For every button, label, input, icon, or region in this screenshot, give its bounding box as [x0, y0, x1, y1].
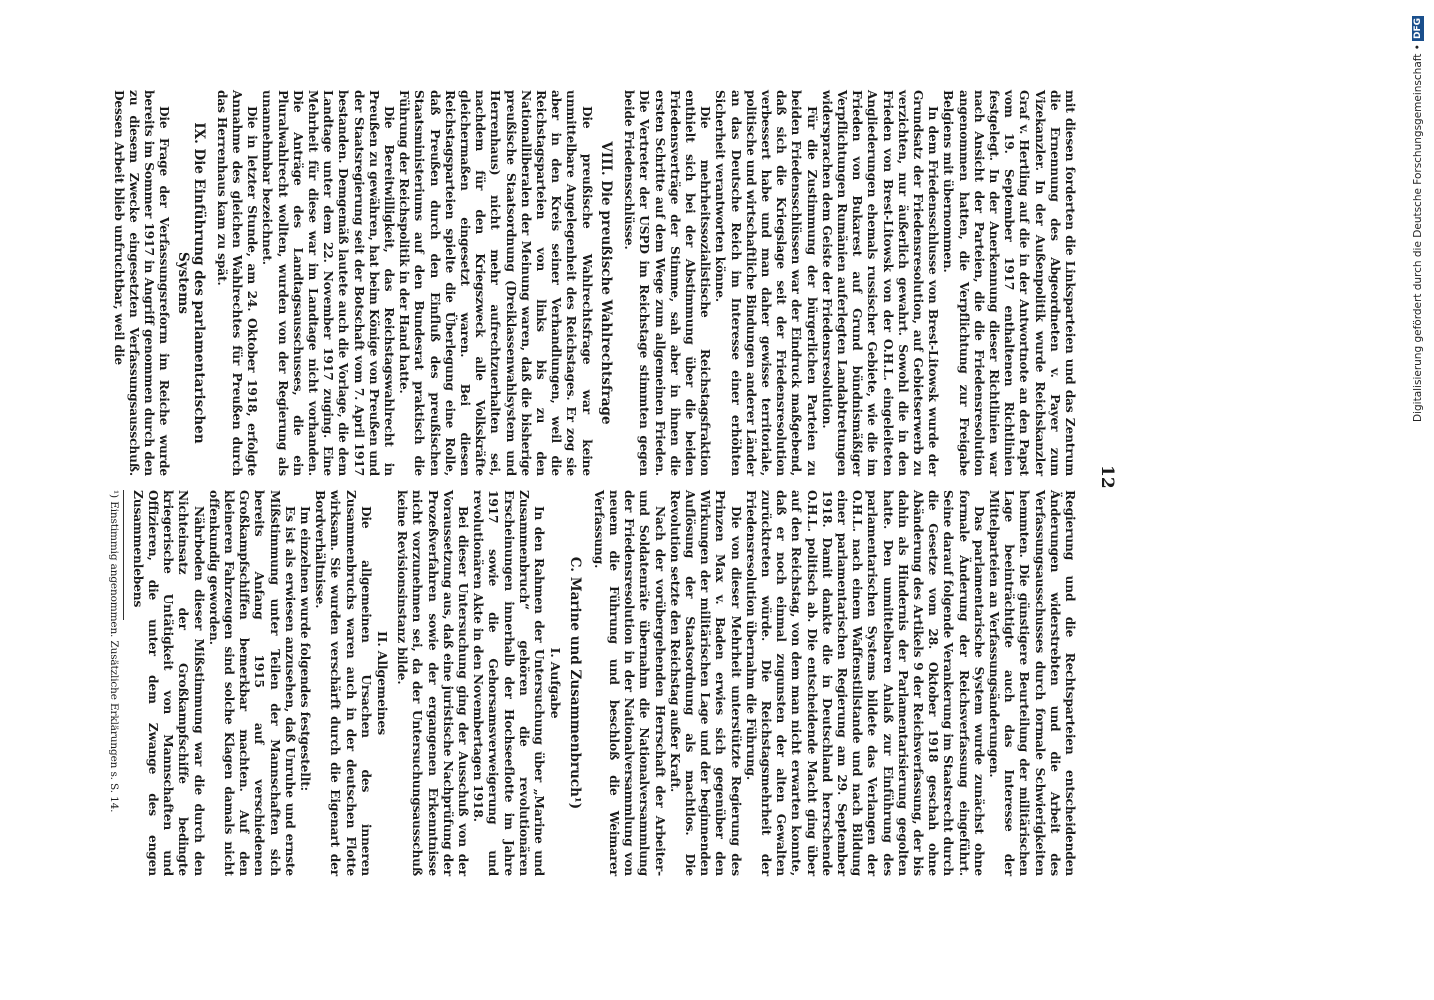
paragraph: Für die Zustimmung der bürgerlichen Parteien zu beiden Friedensschlüssen war der Eindruck maßgebend, daß sich die Kriegslage seit der Friedensresolution verbessert habe und man daher gewisse territoriale, politische und wirtschaftliche Bindungen anderer Länder an das Deutsche Reich im Interesse einer erhöhten Sicherheit verantworten könne. — [713, 90, 819, 476]
footnote-divider — [123, 490, 124, 620]
paragraph: Die Bereitwilligkeit, das Reichstagswahlrecht in Preußen zu gewähren, hat beim Könige von Preußen und der Staatsregierung seit der Botschaft vom 7. April 1917 bestanden. Demgemäß lautete auch die Vorlage, die dem Landtage unter dem 22. November 1917 zuging. Eine Mehrheit für diese war im Landtage nicht vorhanden. Die Anträge des Landtagsausschusses, die ein Pluralwahlrecht wollten, wurden von der Regierung als unannehmbar bezeichnet. — [260, 90, 397, 476]
paragraph: Das parlamentarische System wurde zunächst ohne formale Änderung der Reichsverfassung eingeführt. Seine darauf folgende Verankerung im Staatsrecht durch die Gesetze vom 28. Oktober 1918 geschah ohne Abänderung des Artikels 9 der Reichsverfassung, der bis dahin als Hindernis der Parlamentarisierung gegolten hatte. Den unmittelbaren Anlaß zur Einführung des parlamentarischen Systems bildete das Verlangen der O.H.L. nach einem Waffenstillstande und nach Bildung einer parlamentarischen Regierung am 29. September 1918. Damit dankte die in Deutschland herrschende O.H.L. politisch ab. Die entscheidende Macht ging über auf den Reichstag, von dem man nicht erwarten konnte, daß er noch einmal zugunsten der alten Gewalten zurücktreten würde. Die Reichstagsmehrheit der Friedensresolution übernahm die Führung. — [743, 490, 986, 876]
paragraph: Regierung und die Rechtsparteien entscheidenden Änderungen widerstrebten und die Arbeit des Verfassungsausschusses durch formale Schwierigkeiten hemmten. Die günstigere Beurteilung der militärischen Lage beeinträchtigte auch das Interesse der Mittelparteien an Verfassungsänderungen. — [986, 490, 1077, 876]
dfg-logo: DFG — [1413, 18, 1423, 40]
section-heading: IX. Die Einführung des parlamentarischen Systems — [175, 122, 207, 444]
paragraph: Es ist als erwiesen anzusehen, daß Unruhe und ernste Mißstimmung unter Teilen der Mannschaften sich bereits Anfang 1915 auf verschiedenen Großkampfschiffen bemerkbar machten. Auf den kleineren Fahrzeugen sind solche Klagen damals nicht offenkundig geworden. — [206, 490, 297, 876]
page-content — [107, 80, 1117, 890]
paragraph: Nährboden dieser Mißstimmung war die durch den Nichteinsatz der Großkampfschiffe bedingte kriegerische Untätigkeit von Mannschaften und Offizieren, die unter dem Zwange des engen Zusammenlebens — [130, 490, 206, 876]
paragraph: Die mehrheitssozialistische Reichstagsfraktion enthielt sich bei der Abstimmung über die beiden Friedensverträge der Stimme, sah aber in ihnen die ersten Schritte auf dem Wege zum allgemeinen Frieden. Die Vertreter der USPD im Reichstage stimmten gegen beide Friedensschlüsse. — [622, 90, 713, 476]
paragraph: Nach der vorübergehenden Herrschaft der Arbeiter- und Soldatenräte übernahm die Nationalversammlung der Friedensresolution in der Nationalversammlung von neuem die Führung und beschloß die Weimarer Verfassung. — [591, 490, 667, 876]
right-column — [108, 490, 1077, 876]
left-column — [110, 90, 1077, 476]
paragraph: mit diesen forderten die Linksparteien und das Zentrum die Ernennung des Abgeordneten v. Payer zum Vizekanzler. In der Außenpolitik wurde Reichskanzler Graf v. Hertling auf die in der Antwortnote an den Papst vom 19. September 1917 enthaltenen Richtlinien festgelegt. In der Anerkennung dieser Richtlinien war nach Ansicht der Parteien, die die Friedensresolution angenommen hatten, die Verpflichtung zur Freigabe Belgiens mit übernommen. — [941, 90, 1077, 476]
credit-text: Digitalisierung gefördert durch die Deutsche Forschungsgemeinschaft • — [1412, 44, 1424, 423]
section-heading: VIII. Die preußische Wahlrechtsfrage — [597, 141, 614, 425]
paragraph: Bei dieser Untersuchung ging der Ausschuß von der Voraussetzung aus, daß eine juristische Nachprüfung der Prozeßverfahren sowie der ergangenen Erkenntnisse nicht vorzunehmen sei, da der Untersuchungsausschuß keine Revisionsinstanz bilde. — [395, 490, 471, 876]
paragraph: Die von dieser Mehrheit unterstützte Regierung des Prinzen Max v. Baden erwies sich gegenüber den Wirkungen der militärischen Lage und der beginnenden Auflösung der Staatsordnung als machtlos. Die Revolution setzte den Reichstag außer Kraft. — [667, 490, 743, 876]
paragraph: Im einzelnen wurde folgendes festgestellt: — [298, 506, 313, 792]
footnote: ¹) Einstimmig angenommen. Zusätzliche Erklärungen s. S. 14. — [107, 490, 120, 813]
paragraph: In dem Friedensschlusse von Brest-Litowsk wurde der Grundsatz der Friedensresolution, auf Gebietserwerb zu verzichten, nur äußerlich gewahrt. Sowohl die in den Frieden von Brest-Litowsk von der O.H.L. eingeleiteten Angliederungen ehemals russischer Gebiete, wie die im Frieden von Bukarest auf Grund bündnismäßiger Verpflichtungen Rumänien auferlegten Landabtretungen widersprachen dem Geiste der Friedensresolution. — [819, 90, 941, 476]
digitization-credit — [1412, 12, 1428, 972]
subsection-heading: I. Aufgabe — [548, 647, 564, 719]
section-heading: C. Marine und Zusammenbruch¹) — [567, 556, 584, 810]
paragraph: In den Rahmen der Untersuchung über „Marine und Zusammenbruch“ gehören die revolutionären Erscheinungen innerhalb der Hochseeflotte im Jahre 1917 sowie die Gehorsamsverweigerung und revolutionären Akte in den Novembertagen 1918. — [471, 490, 547, 876]
scanned-page — [107, 80, 1117, 876]
paragraph: Die in letzter Stunde, am 24. Oktober 1918, erfolgte Annahme des gleichen Wahlrechtes für Preußen durch das Herrenhaus kam zu spät. — [214, 90, 260, 476]
page-number: 12 — [1097, 465, 1117, 489]
paragraph: Die allgemeinen Ursachen des inneren Zusammenbruchs waren auch in der deutschen Flotte wirksam. Sie wurden verschärft durch die Eigenart der Bordverhältnisse. — [313, 490, 373, 876]
paragraph: Die Frage der Verfassungsreform im Reiche wurde bereits im Sommer 1917 in Angriff genommen durch den zu diesem Zwecke eingesetzten Verfassungsausschuß. Dessen Arbeit blieb unfruchtbar, weil die — [111, 90, 172, 476]
subsection-heading: II. Allgemeines — [375, 630, 391, 736]
paragraph: Die preußische Wahlrechtsfrage war keine unmittelbare Angelegenheit des Reichstages. Er zog sie aber in den Kreis seiner Verhandlungen, weil die Reichstagsparteien von links bis zu den Nationalliberalen der Meinung waren, daß die bisherige preußische Staatsordnung (Dreiklassenwahlsystem und Herrenhaus) nicht mehr aufrechtzuerhalten sei, nachdem für den Kriegszweck alle Volkskräfte gleichermaßen eingesetzt waren. Bei diesen Reichstagsparteien spielte die Überlegung eine Rolle, daß Preußen durch den Einfluß des preußischen Staatsministeriums auf den Bundesrat praktisch die Führung der Reichspolitik in der Hand hatte. — [397, 90, 594, 476]
